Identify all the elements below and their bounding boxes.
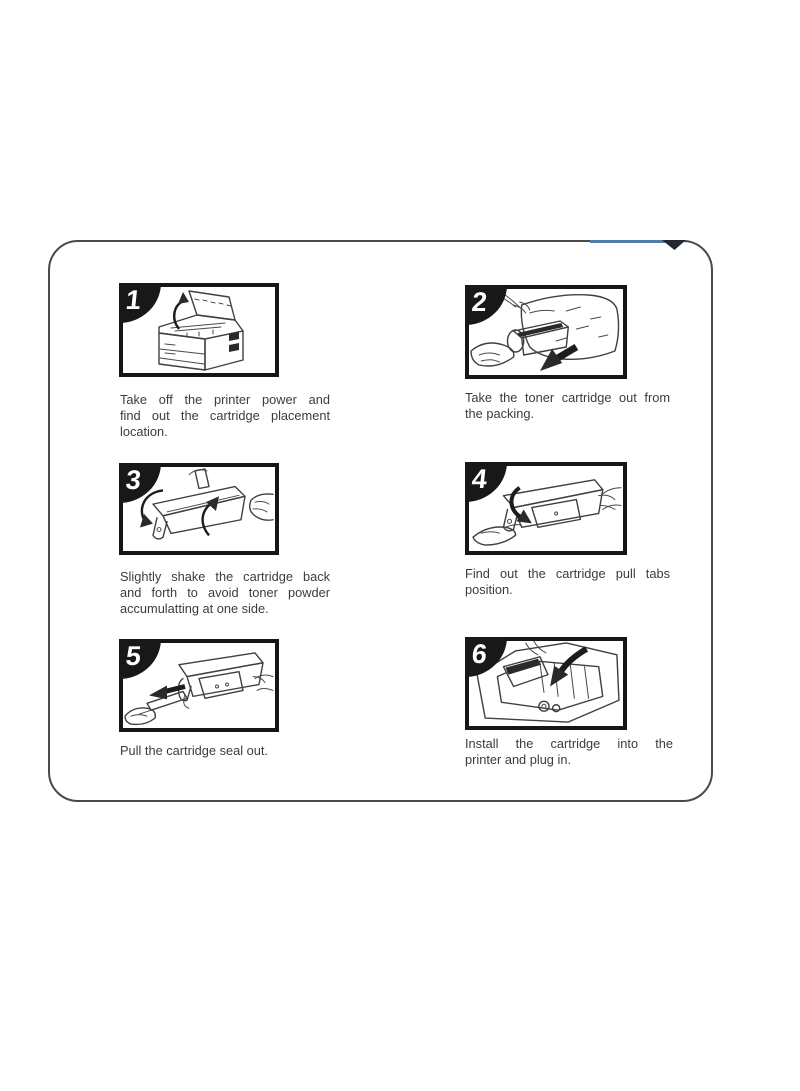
step-3-figure xyxy=(119,463,279,555)
step-5-caption xyxy=(120,743,330,759)
step-2-figure xyxy=(465,285,627,379)
insert-arrow-icon xyxy=(550,649,586,687)
caption-line: position. xyxy=(465,582,513,597)
step-1-caption xyxy=(120,392,330,440)
caption-line: Take off the printer power and xyxy=(120,392,330,407)
caption-line: location. xyxy=(120,424,168,439)
caption-line: Take the toner cartridge out from xyxy=(465,390,670,405)
caption-line: find out the cartridge placement xyxy=(120,408,330,423)
open-lid-arrow-icon xyxy=(174,292,189,329)
step-2-caption xyxy=(465,390,670,422)
caption-line: the packing. xyxy=(465,406,535,421)
step-6-figure xyxy=(465,637,627,730)
step-4-caption xyxy=(465,566,670,598)
step-5-figure xyxy=(119,639,279,732)
corner-notch-icon xyxy=(662,240,686,250)
caption-line: and forth to avoid toner powder xyxy=(120,585,330,600)
caption-line: accumulatting at one side. xyxy=(120,601,269,616)
step-number: 2 xyxy=(470,287,489,317)
step-number: 5 xyxy=(124,641,143,671)
caption-line: Slightly shake the cartridge back xyxy=(120,569,330,584)
shake-up-arrow-icon xyxy=(203,496,219,535)
step-number: 1 xyxy=(124,285,143,315)
step-number: 6 xyxy=(470,639,489,669)
caption-line: Pull the cartridge seal out. xyxy=(120,743,268,758)
step-4-figure xyxy=(465,462,627,555)
caption-line: Install the cartridge into the xyxy=(465,736,673,751)
step-3-caption xyxy=(120,569,330,617)
caption-line: Find out the cartridge pull tabs xyxy=(465,566,670,581)
top-accent-line xyxy=(590,240,666,243)
step-6-caption xyxy=(465,736,673,768)
instruction-card xyxy=(48,240,713,802)
step-number: 3 xyxy=(124,465,143,495)
caption-line: printer and plug in. xyxy=(465,752,571,767)
step-number: 4 xyxy=(470,464,489,494)
step-1-figure xyxy=(119,283,279,377)
